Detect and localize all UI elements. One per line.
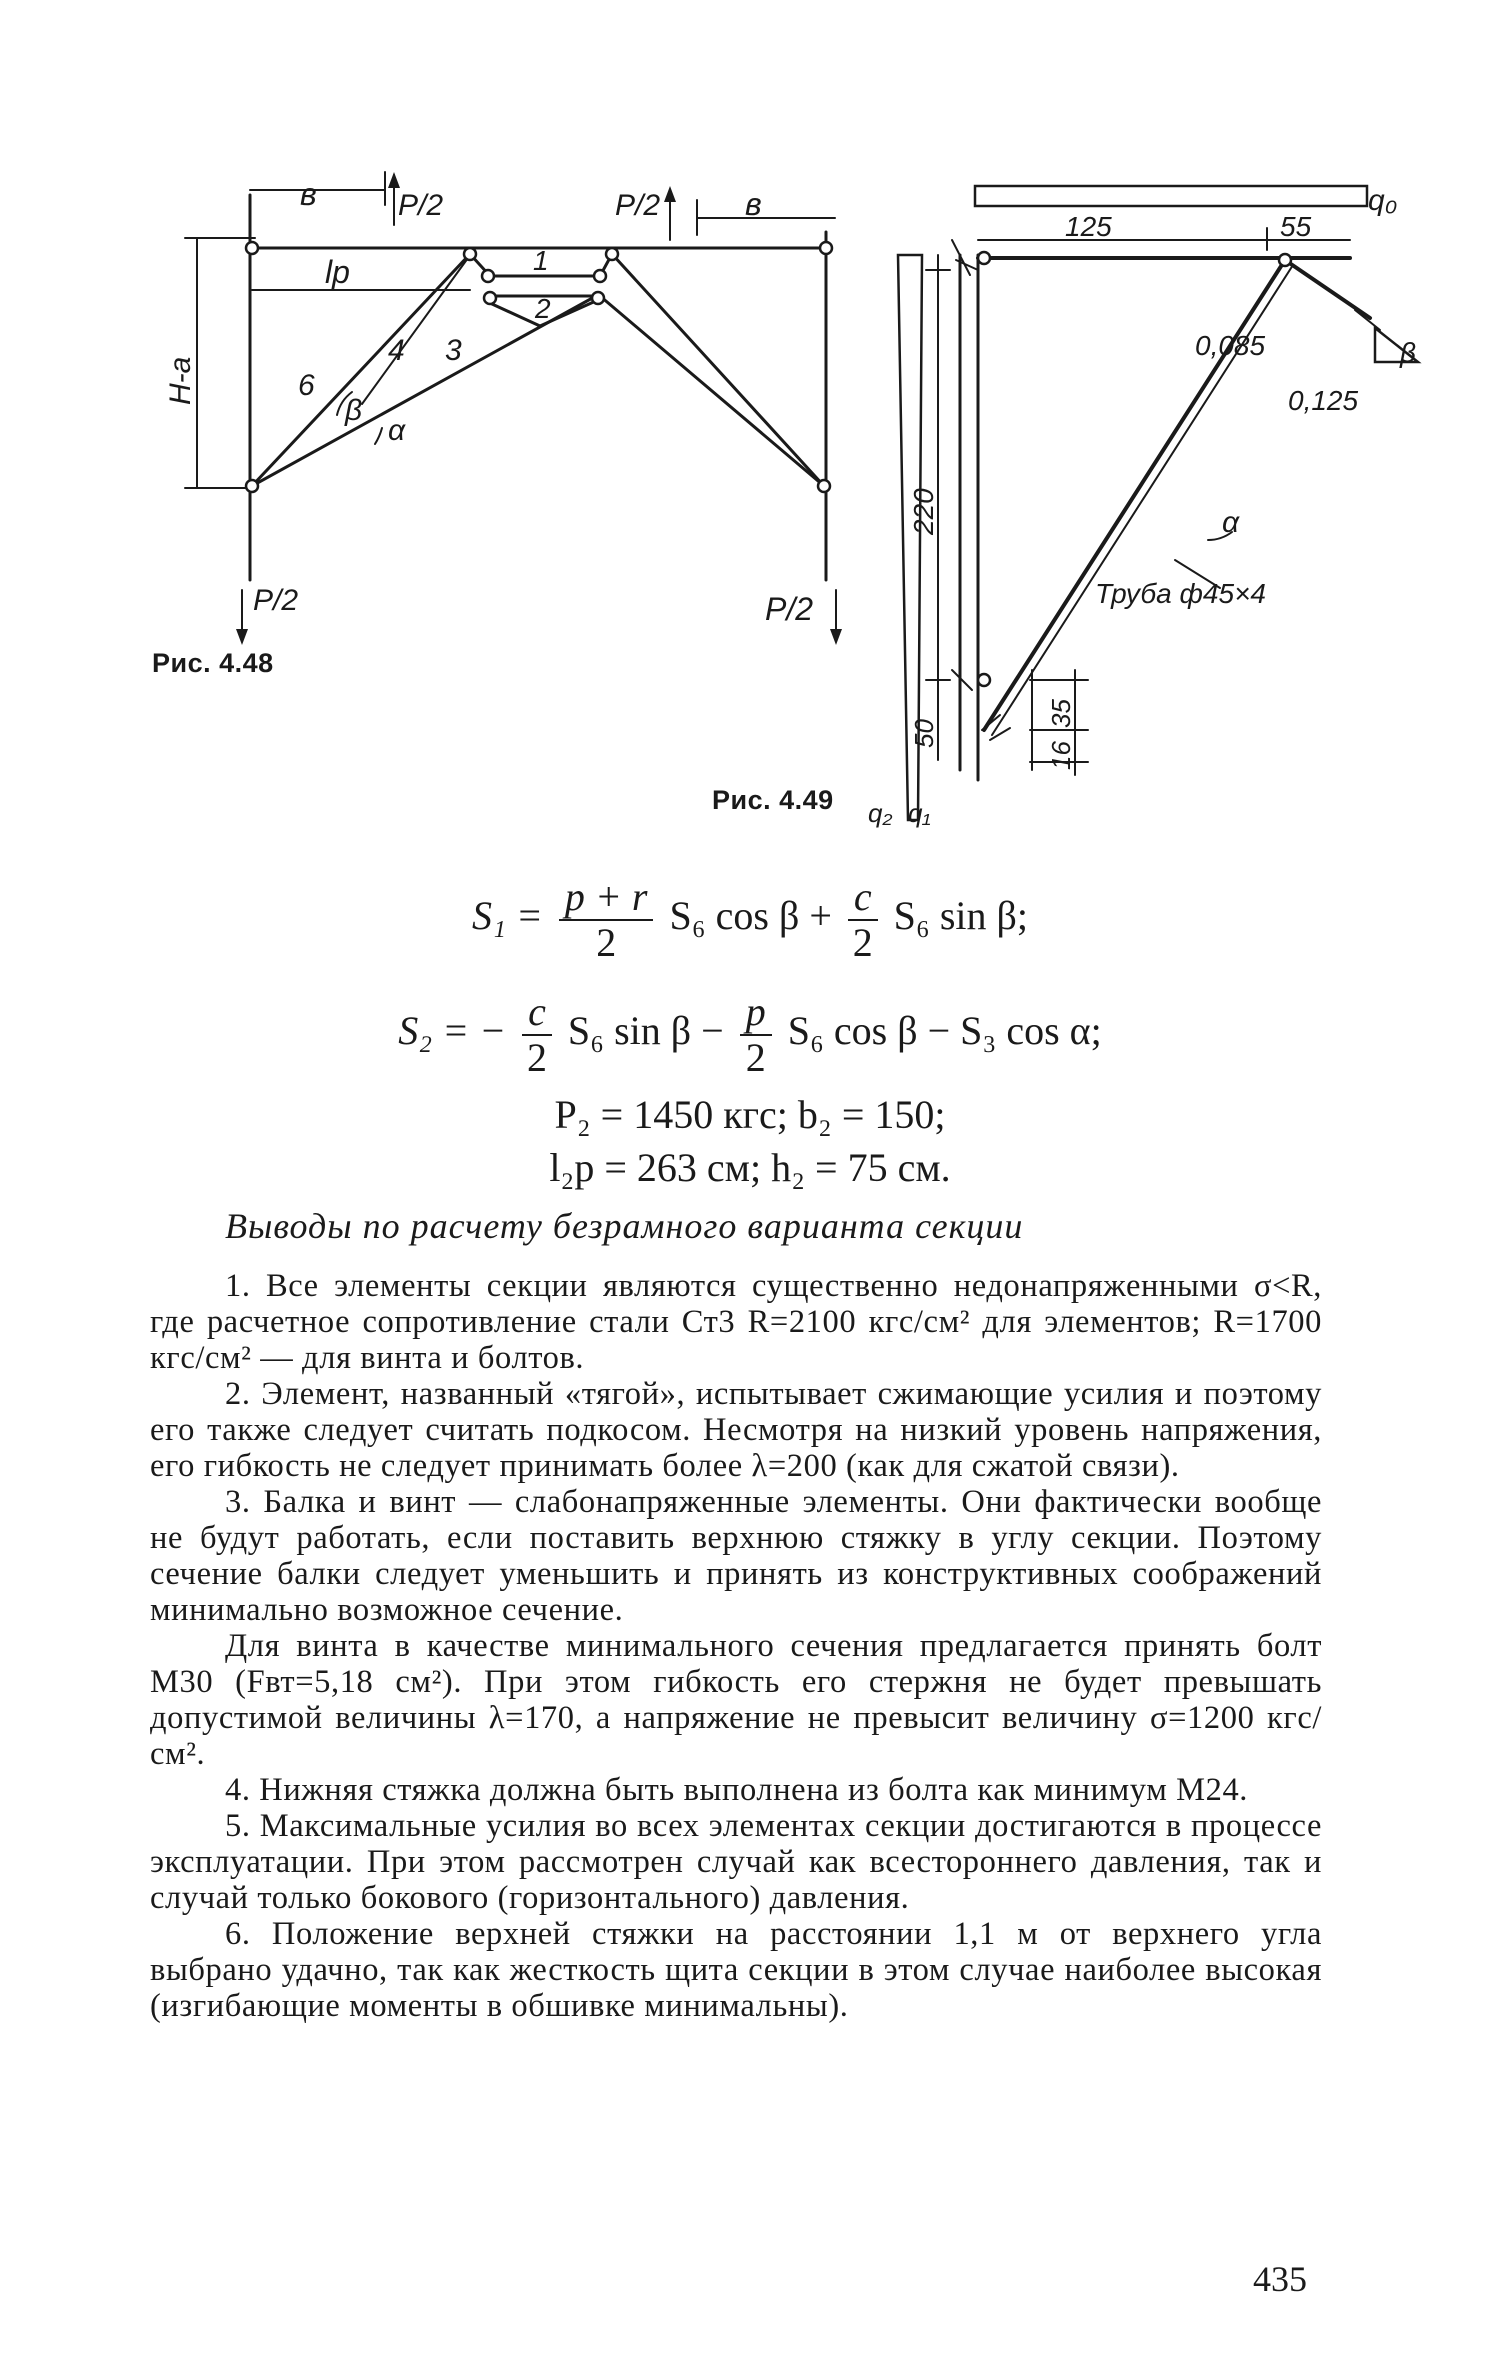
formula-s2: S₂ = − $\frac{c}{2}$ S₆ sin β − $\frac{p}{2}$ S₆ cos β − S₃ cos α; xyxy=(398,989,1102,1080)
joint xyxy=(246,480,258,492)
label-p2-bottom-right: P/2 xyxy=(765,591,814,627)
label-member-1: 1 xyxy=(533,245,549,276)
label-h-a: H-a xyxy=(164,356,197,405)
label-beta: β xyxy=(1400,337,1416,368)
figure-4-48 xyxy=(0,0,900,720)
formula-s1: S₁ = $\frac{p + r}{2}$ S₆ cos β + $\frac{c}{2}$ S₆ sin β; xyxy=(472,874,1028,965)
body-text xyxy=(150,1268,1322,2024)
label-b-right: в xyxy=(745,186,762,222)
label-lp: lр xyxy=(325,254,350,290)
label-35: 35 xyxy=(1046,699,1076,728)
figure-4-49-caption: Рис. 4.49 xyxy=(712,785,834,815)
joint xyxy=(818,480,830,492)
label-p2-top-right: P/2 xyxy=(615,189,661,222)
label-16: 16 xyxy=(1046,741,1076,770)
joint xyxy=(594,270,606,282)
label-member-6: 6 xyxy=(298,369,315,402)
label-p2-top-left: P/2 xyxy=(398,189,444,222)
label-50: 50 xyxy=(909,719,939,748)
label-alpha: α xyxy=(1222,506,1240,539)
strut-6 xyxy=(252,254,470,486)
joint xyxy=(1279,254,1291,266)
paragraph-1: 1. Все элементы секции являются существенно недонапряженными σ<R, где расчетное сопротивление стали Ст3 R=2100 кгс/см² для элементов; R=1700 кгс/см² — для винта и болтов. xyxy=(150,1268,1322,1376)
label-member-2: 2 xyxy=(535,293,551,324)
section-heading: Выводы по расчету безрамного варианта секции xyxy=(225,1206,1024,1246)
page-number: 435 xyxy=(1253,2259,1307,2299)
load-q0 xyxy=(975,186,1367,206)
paragraph-6: 6. Положение верхней стяжки на расстоянии 1,1 м от верхнего угла выбрано удачно, так как жесткость щита секции в этом случае наиболее высокая (изгибающие моменты в обшивке минимальны). xyxy=(150,1916,1322,2024)
strut-4 xyxy=(362,258,468,404)
label-55: 55 xyxy=(1280,211,1312,242)
label-0085: 0,085 xyxy=(1195,330,1266,361)
paragraph-2: 2. Элемент, названный «тягой», испытывает сжимающие усилия и поэтому его также следует считать подкосом. Несмотря на низкий уровень напряжения, его гибкость не следует принимать более λ=200 (как для сжатой связи). xyxy=(150,1376,1322,1484)
joint xyxy=(606,248,618,260)
label-125: 125 xyxy=(1065,211,1112,242)
label-beta: β xyxy=(345,394,363,427)
label-alpha: α xyxy=(388,414,406,447)
paragraph-3b: Для винта в качестве минимального сечения предлагается принять болт М30 (Fвт=5,18 см²). При этом гибкость его стержня не будет превышать допустимой величины λ=170, а напряжение не превысит величину σ=1200 кгс/см². xyxy=(150,1628,1322,1772)
joint xyxy=(820,242,832,254)
label-220: 220 xyxy=(908,488,939,535)
label-0125: 0,125 xyxy=(1288,385,1359,416)
label-p2-bottom-left: P/2 xyxy=(253,584,299,617)
paragraph-3: 3. Балка и винт — слабонапряженные элементы. Они фактически вообще не будут работать, если поставить верхнюю стяжку в углу секции. Поэтому сечение балки следует уменьшить и принять из конструктивных соображений минимально возможное сечение. xyxy=(150,1484,1322,1628)
tie-2 xyxy=(492,304,540,326)
joint xyxy=(482,270,494,282)
joint xyxy=(978,252,990,264)
figure-4-48-caption: Рис. 4.48 xyxy=(152,648,274,678)
label-q2: q₂ xyxy=(868,798,893,828)
figure-4-49 xyxy=(860,170,1460,830)
joint xyxy=(978,674,990,686)
label-pipe: Труба ф45×4 xyxy=(1095,578,1266,609)
paragraph-4: 4. Нижняя стяжка должна быть выполнена из болта как минимум М24. xyxy=(225,1772,1249,1808)
joint xyxy=(484,292,496,304)
joint xyxy=(464,248,476,260)
paragraph-5: 5. Максимальные усилия во всех элементах секции достигаются в процессе эксплуатации. При этом рассмотрен случай как всестороннего давления, так и случай только бокового (горизонтального) давления. xyxy=(150,1808,1322,1916)
label-b-left: в xyxy=(300,176,317,212)
formula-p2-b2: P₂ = 1450 кгс; b₂ = 150; xyxy=(554,1092,946,1137)
formula-l2p-h2: l₂р = 263 см; h₂ = 75 см. xyxy=(549,1145,951,1190)
label-q1: q₁ xyxy=(908,798,931,828)
label-q0: q₀ xyxy=(1368,184,1398,217)
joint xyxy=(592,292,604,304)
label-member-4: 4 xyxy=(388,334,405,367)
label-member-3: 3 xyxy=(445,334,462,367)
joint xyxy=(246,242,258,254)
